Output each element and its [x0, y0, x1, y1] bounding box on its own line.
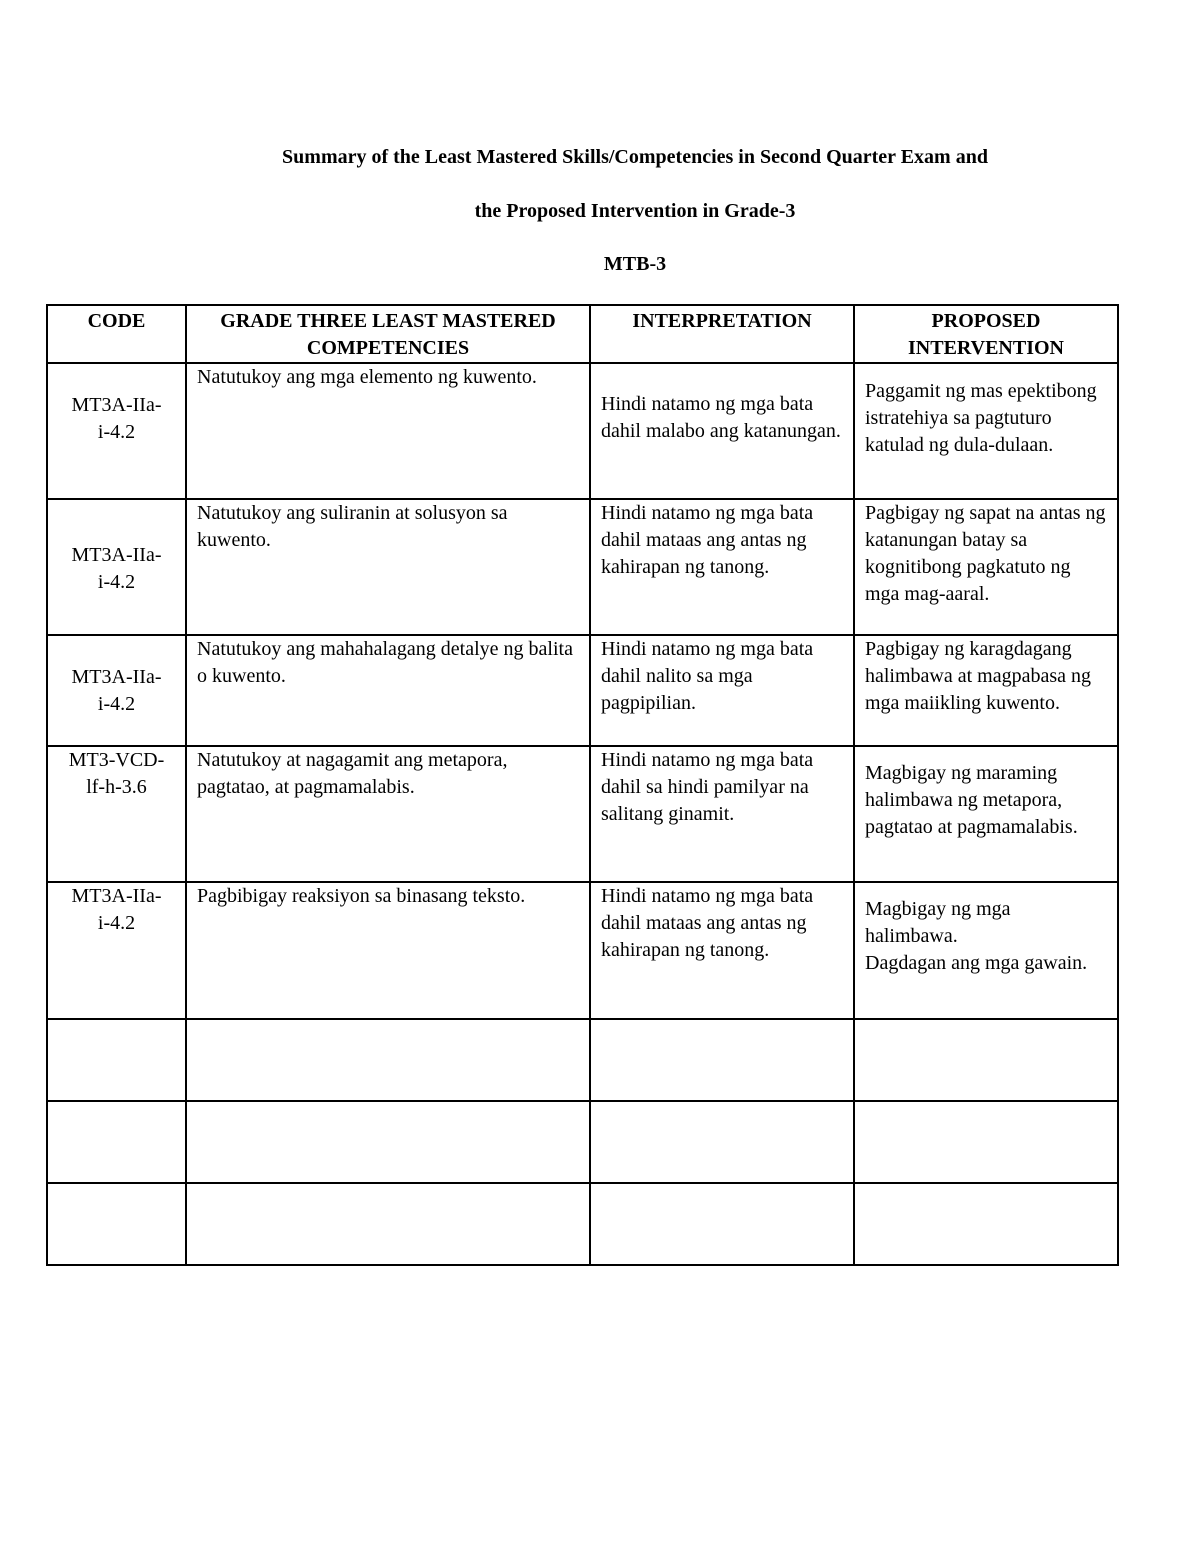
- intervention-cell: [854, 882, 1118, 1019]
- intervention-text: Pagbigay ng sapat na antas ng katanungan batay sa kognitibong pagkatuto ng mga mag-aaral.: [865, 502, 1106, 605]
- empty-table-row: [47, 1019, 1118, 1101]
- empty-cell: [854, 1101, 1118, 1183]
- code-text: MT3A-IIa- i-4.2: [71, 666, 162, 715]
- competency-cell: [186, 499, 590, 635]
- table-header-row: [47, 305, 1118, 363]
- interpretation-text: Hindi natamo ng mga bata dahil nalito sa mga pagpipilian.: [601, 638, 814, 714]
- competency-text: Natutukoy ang suliranin at solusyon sa kuwento.: [197, 502, 508, 551]
- interpretation-text: Hindi natamo ng mga bata dahil mataas ang antas ng kahirapan ng tanong.: [601, 502, 814, 578]
- intervention-cell: [854, 499, 1118, 635]
- code-cell: [47, 882, 186, 1019]
- interpretation-text: Hindi natamo ng mga bata dahil malabo ang katanungan.: [601, 393, 841, 442]
- interpretation-text: Hindi natamo ng mga bata dahil mataas ang antas ng kahirapan ng tanong.: [601, 885, 814, 961]
- empty-cell: [590, 1101, 854, 1183]
- competency-cell: [186, 635, 590, 746]
- empty-table-row: [47, 1183, 1118, 1265]
- table-row: [47, 499, 1118, 635]
- intervention-text: Pagbigay ng karagdagang halimbawa at magpabasa ng mga maiikling kuwento.: [865, 638, 1092, 714]
- table-row: [47, 363, 1118, 499]
- document-title-line-2: the Proposed Intervention in Grade-3: [474, 200, 796, 222]
- code-cell: [47, 746, 186, 882]
- table-row: [47, 882, 1118, 1019]
- header-intervention: PROPOSED INTERVENTION: [854, 305, 1118, 363]
- empty-cell: [47, 1101, 186, 1183]
- competency-text: Natutukoy at nagagamit ang metapora, pagtatao, at pagmamalabis.: [197, 749, 508, 798]
- empty-cell: [186, 1183, 590, 1265]
- intervention-cell: [854, 363, 1118, 499]
- interpretation-text: Hindi natamo ng mga bata dahil sa hindi pamilyar na salitang ginamit.: [601, 749, 814, 825]
- code-text: MT3-VCD- lf-h-3.6: [68, 749, 165, 798]
- competency-text: Pagbibigay reaksiyon sa binasang teksto.: [197, 885, 526, 907]
- empty-cell: [590, 1183, 854, 1265]
- code-text: MT3A-IIa- i-4.2: [71, 544, 162, 593]
- least-mastered-skills-table: [46, 304, 1119, 1266]
- intervention-text: Magbigay ng maraming halimbawa ng metapora, pagtatao at pagmamalabis.: [865, 762, 1078, 838]
- intervention-text: Magbigay ng mga halimbawa. Dagdagan ang mga gawain.: [865, 898, 1088, 974]
- intervention-cell: [854, 635, 1118, 746]
- intervention-text: Paggamit ng mas epektibong istratehiya sa pagtuturo katulad ng dula-dulaan.: [865, 380, 1097, 456]
- header-interpretation: INTERPRETATION: [590, 305, 854, 363]
- empty-cell: [854, 1019, 1118, 1101]
- code-cell: [47, 499, 186, 635]
- table-row: [47, 746, 1118, 882]
- interpretation-cell: [590, 746, 854, 882]
- header-code: CODE: [47, 305, 186, 363]
- code-text: MT3A-IIa- i-4.2: [71, 394, 162, 443]
- code-cell: [47, 635, 186, 746]
- interpretation-cell: [590, 363, 854, 499]
- empty-cell: [47, 1183, 186, 1265]
- empty-cell: [186, 1019, 590, 1101]
- document-subject-heading: MTB-3: [603, 253, 667, 275]
- intervention-cell: [854, 746, 1118, 882]
- competency-cell: [186, 882, 590, 1019]
- empty-cell: [590, 1019, 854, 1101]
- competency-text: Natutukoy ang mga elemento ng kuwento.: [197, 366, 537, 388]
- empty-cell: [854, 1183, 1118, 1265]
- empty-table-row: [47, 1101, 1118, 1183]
- competency-cell: [186, 363, 590, 499]
- table-row: [47, 635, 1118, 746]
- interpretation-cell: [590, 499, 854, 635]
- empty-cell: [186, 1101, 590, 1183]
- code-cell: [47, 363, 186, 499]
- empty-cell: [47, 1019, 186, 1101]
- header-competencies: GRADE THREE LEAST MASTERED COMPETENCIES: [186, 305, 590, 363]
- interpretation-cell: [590, 635, 854, 746]
- code-text: MT3A-IIa- i-4.2: [71, 885, 162, 934]
- competency-cell: [186, 746, 590, 882]
- competency-text: Natutukoy ang mahahalagang detalye ng balita o kuwento.: [197, 638, 573, 687]
- interpretation-cell: [590, 882, 854, 1019]
- document-title-line-1: Summary of the Least Mastered Skills/Competencies in Second Quarter Exam and: [282, 146, 988, 168]
